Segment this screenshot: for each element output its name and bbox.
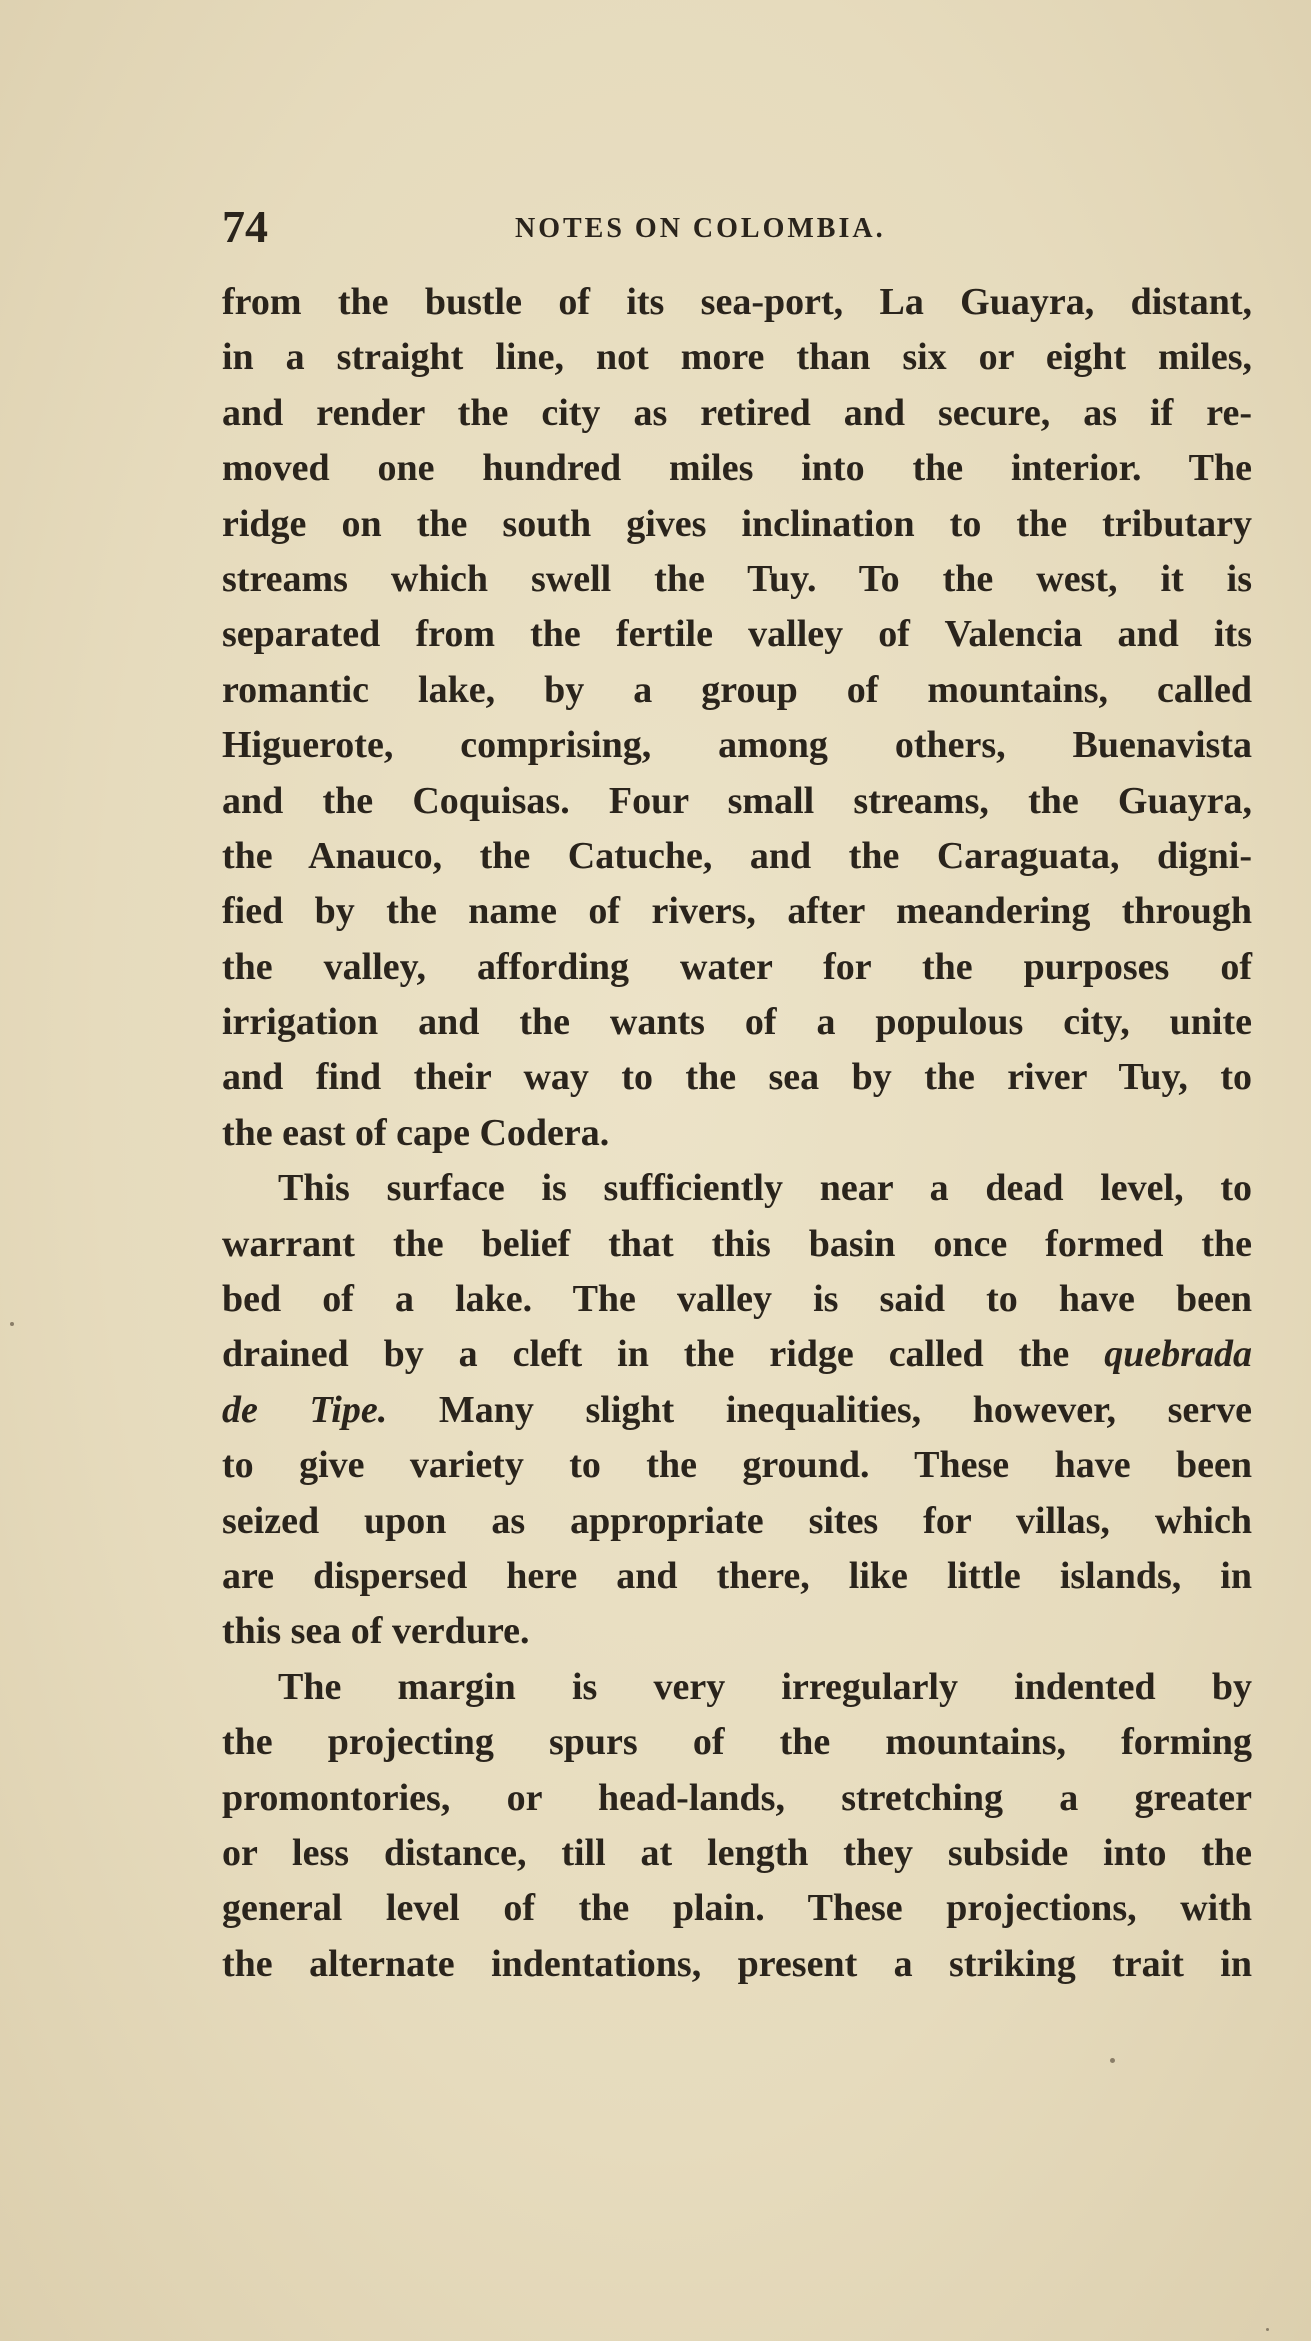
text-line: seized upon as appropriate sites for villas, which	[222, 1499, 1252, 1542]
text-line: the projecting spurs of the mountains, forming	[222, 1721, 1252, 1764]
text-line: ridge on the south gives inclination to the tributary	[222, 502, 1252, 545]
text-line: irrigation and the wants of a populous city, unite	[222, 1001, 1252, 1044]
text-line: promontories, or head-lands, stretching a greater	[222, 1776, 1252, 1819]
text-segment: drained by a cleft in the ridge called the	[222, 1333, 1070, 1376]
page-header	[222, 200, 1252, 260]
text-line: from the bustle of its sea-port, La Guayra, distant,	[222, 281, 1252, 323]
paper-speck	[10, 1322, 14, 1326]
text-line: the Anauco, the Catuche, and the Caraguata, digni-	[222, 834, 1252, 877]
italic-term: quebrada	[1104, 1333, 1252, 1376]
text-line: streams which swell the Tuy. To the west, it is	[222, 557, 1252, 600]
text-line	[222, 1327, 1252, 1382]
text-line: the valley, affording water for the purposes of	[222, 945, 1252, 988]
text-line: moved one hundred miles into the interior. The	[222, 447, 1252, 490]
paragraph-start-line: The margin is very irregularly indented by	[278, 1665, 1252, 1708]
paragraph-end-line: this sea of verdure.	[222, 1610, 530, 1653]
text-line: general level of the plain. These projections, with	[222, 1887, 1252, 1930]
text-segment: Many slight inequalities, however, serve	[438, 1388, 1252, 1431]
text-line: romantic lake, by a group of mountains, called	[222, 668, 1252, 711]
text-line: the alternate indentations, present a striking trait in	[222, 1942, 1252, 1985]
text-line: to give variety to the ground. These have been	[222, 1444, 1252, 1487]
body-text	[222, 275, 1252, 1992]
text-line: are dispersed here and there, like little islands, in	[222, 1554, 1252, 1597]
running-title: NOTES ON COLOMBIA.	[515, 213, 886, 244]
page-number: 74	[222, 201, 268, 252]
text-line: separated from the fertile valley of Valencia and its	[222, 613, 1252, 656]
paragraph-end-line: the east of cape Codera.	[222, 1111, 610, 1154]
text-line: warrant the belief that this basin once formed the	[222, 1222, 1252, 1265]
text-line: fied by the name of rivers, after meandering through	[222, 890, 1252, 933]
text-line: or less distance, till at length they subside into the	[222, 1831, 1252, 1874]
text-line: and find their way to the sea by the river Tuy, to	[222, 1056, 1252, 1099]
text-line	[222, 1383, 1252, 1438]
paper-speck	[1110, 2058, 1115, 2063]
italic-term: de Tipe.	[222, 1388, 388, 1431]
paragraph-start-line: This surface is sufficiently near a dead level, to	[278, 1167, 1252, 1210]
text-line: bed of a lake. The valley is said to have been	[222, 1278, 1252, 1321]
paper-speck	[1266, 2328, 1269, 2331]
text-line: and render the city as retired and secure, as if re-	[222, 391, 1252, 434]
text-line: in a straight line, not more than six or eight miles,	[222, 336, 1252, 379]
text-line: Higuerote, comprising, among others, Buenavista	[222, 724, 1252, 767]
text-line: and the Coquisas. Four small streams, the Guayra,	[222, 779, 1252, 822]
